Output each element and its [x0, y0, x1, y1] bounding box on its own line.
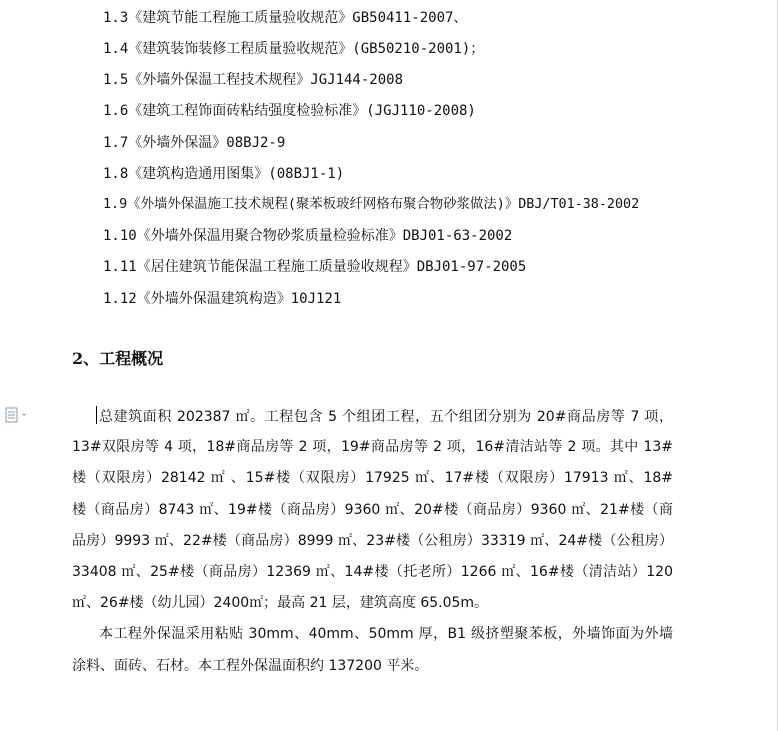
paragraph-line: 33408 ㎡、25#楼（商品房）12369 ㎡、14#楼（托老所）1266 ㎡、16#楼（清洁站）120: [72, 564, 673, 580]
paragraph-line: 本工程外保温采用粘贴 30mm、40mm、50mm 厚，B1 级挤塑聚苯板，外墙饰面为外墙: [99, 626, 673, 642]
paragraph-line: 楼（双限房）28142 ㎡ 、15#楼（双限房）17925 ㎡、17#楼（双限房）17913 ㎡、18#: [72, 470, 673, 486]
reference-item: 1.6《建筑工程饰面砖粘结强度检验标准》(JGJ110-2008): [103, 103, 476, 119]
section-heading: 2、工程概况: [72, 349, 164, 368]
paragraph-line: ㎡、26#楼（幼儿园）2400㎡；最高 21 层，建筑高度 65.05m。: [72, 595, 489, 611]
reference-item: 1.10《外墙外保温用聚合物砂浆质量检验标准》DBJ01-63-2002: [103, 228, 513, 244]
document-paragraph-icon[interactable]: [5, 407, 31, 423]
reference-item: 1.12《外墙外保温建筑构造》10J121: [103, 291, 342, 307]
reference-item: 1.4《建筑装饰装修工程质量验收规范》(GB50210-2001)；: [103, 41, 485, 57]
reference-item: 1.5《外墙外保温工程技术规程》JGJ144-2008: [103, 72, 404, 88]
reference-item: 1.11《居住建筑节能保温工程施工质量验收规程》DBJ01-97-2005: [103, 259, 527, 275]
paragraph-line: 楼（商品房）8743 ㎡、19#楼（商品房）9360 ㎡、20#楼（商品房）9360 ㎡、21#楼（商: [72, 502, 673, 518]
paragraph-line: 总建筑面积 202387 ㎡。工程包含 5 个组团工程，五个组团分别为 20#商品房等 7 项，: [99, 409, 673, 425]
reference-item: 1.3《建筑节能工程施工质量验收规范》GB50411-2007、: [103, 10, 468, 26]
reference-item: 1.7《外墙外保温》08BJ2-9: [103, 135, 286, 151]
reference-item: 1.8《建筑构造通用图集》(08BJ1-1): [103, 166, 345, 182]
paragraph-line: 涂料、面砖、石材。本工程外保温面积约 137200 平米。: [72, 658, 429, 674]
paragraph-line: 13#双限房等 4 项，18#商品房等 2 项，19#商品房等 2 项，16#清洁站等 2 项。其中 13#: [72, 439, 673, 455]
paragraph-line: 品房）9993 ㎡、22#楼（商品房）8999 ㎡、23#楼（公租房）33319 ㎡、24#楼（公租房）: [72, 533, 673, 549]
text-cursor: [96, 406, 97, 424]
reference-item: 1.9《外墙外保温施工技术规程(聚苯板玻纤网格布聚合物砂浆做法)》DBJ/T01-38-2002: [103, 197, 640, 212]
